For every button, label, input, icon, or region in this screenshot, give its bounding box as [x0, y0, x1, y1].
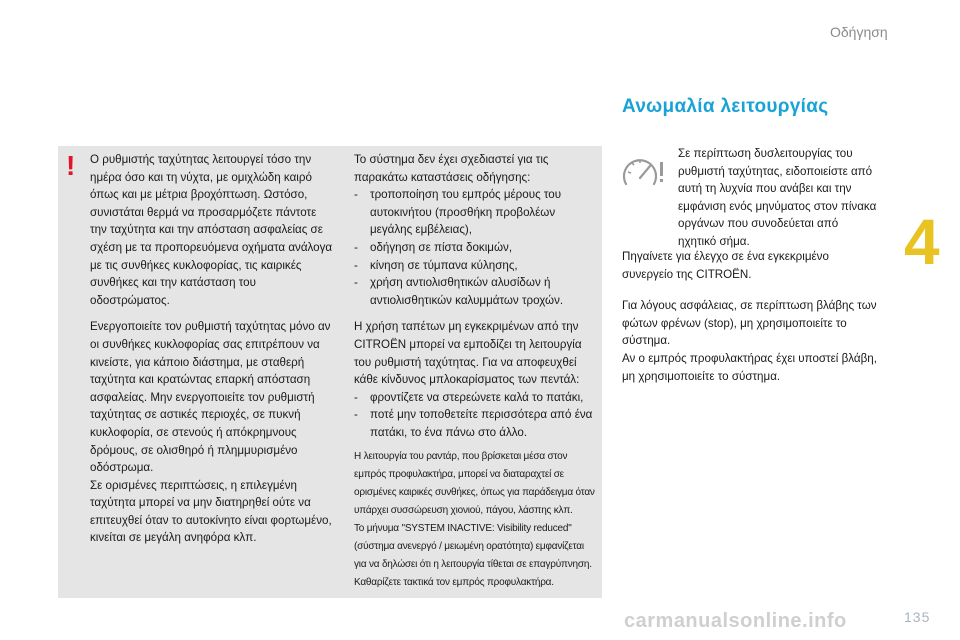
radar-note-text: Η λειτουργία του ραντάρ, που βρίσκεται μέσα στον εμπρός προφυλακτήρα, μπορεί να διαταραχτεί σε ορισμένες καιρικές συνθήκες, όπως για παράδειγμα όταν υπάρχει συσσώρευση χιονιού, πάγου, λάσπης κλπ.	[354, 450, 595, 516]
warning-column-1	[90, 151, 336, 556]
warning-paragraph: Η χρήση ταπέτων μη εγκεκριμένων από την CITROËN μπορεί να εμποδίζει τη λειτουργία του ρυθμιστή ταχύτητας. Για να αποφευχθεί κάθε κίνδυνος μπλοκαρίσματος των πεντάλ:	[354, 320, 582, 387]
watermark: carmanualsonline.info	[624, 610, 847, 632]
malfunction-paragraph: Αν ο εμπρός προφυλακτήρας έχει υποστεί βλάβη, μη χρησιμοποιείτε το σύστημα.	[622, 351, 877, 383]
section-title: Ανωμαλία λειτουργίας	[622, 96, 829, 117]
system-inactive-note: Το μήνυμα "SYSTEM INACTIVE: Visibility reduced" (σύστημα ανενεργό / μειωμένη ορατότητα) εμφανίζεται για να δηλώσει ότι η λειτουργία τίθεται σε επαγρύπνηση.	[354, 522, 592, 570]
cruise-control-fault-icon	[620, 154, 676, 190]
malfunction-details	[622, 248, 882, 394]
warning-paragraph: Ενεργοποιείτε τον ρυθμιστή ταχύτητας μόνο αν οι συνθήκες κυκλοφορίας σας επιτρέπουν να κινείστε, για κάποιο διάστημα, με σταθερή ταχύτητα και κρατώντας επαρκή απόσταση ασφαλείας. Μην ενεργοποιείτε τον ρυθμιστή ταχύτητας σε αστικές περιοχές, σε πυκνή κυκλοφορία, σε στενούς ή απόκρημνους δρόμους, σε ολισθηρό ή πλημμυρισμένο οδόστρωμα.	[90, 320, 331, 475]
list-item: - οδήγηση σε πίστα δοκιμών,	[354, 239, 598, 257]
running-header: Οδήγηση	[830, 24, 888, 40]
malfunction-intro: Σε περίπτωση δυσλειτουργίας του ρυθμιστή ταχύτητας, ειδοποιείστε από αυτή τη λυχνία που ανάβει και την εμφάνιση ενός μηνύματος στον πίνακα οργάνων που συνοδεύεται από ηχητικό σήμα.	[678, 147, 877, 248]
page-number: 135	[904, 609, 931, 625]
exclamation-icon: !	[66, 150, 76, 181]
radar-note	[354, 448, 598, 592]
malfunction-paragraph: Για λόγους ασφάλειας, σε περίπτωση βλάβης των φώτων φρένων (stop), μη χρησιμοποιείτε το σύστημα.	[622, 299, 877, 348]
list-item: - τροποποίηση του εμπρός μέρους του αυτοκινήτου (προσθήκη προβολέων μεγάλης εμβέλειας),	[354, 186, 598, 239]
warning-paragraph: Σε ορισμένες περιπτώσεις, η επιλεγμένη ταχύτητα μπορεί να μην διατηρηθεί ούτε να επιτευχθεί όταν το αυτοκίνητο είναι φορτωμένο, κινείται σε μεγάλη ανηφόρα κλπ.	[90, 478, 332, 545]
cleaning-note: Καθαρίζετε τακτικά τον εμπρός προφυλακτήρα.	[354, 576, 554, 588]
warning-intro: Το σύστημα δεν έχει σχεδιαστεί για τις παρακάτω καταστάσεις οδήγησης:	[354, 153, 549, 184]
warning-paragraph: Ο ρυθμιστής ταχύτητας λειτουργεί τόσο την ημέρα όσο και τη νύχτα, με ομιχλώδη καιρό όπως και με μέτρια βροχόπτωση. Ωστόσο, συνιστάται θερμά να προσαρμόζετε πάντοτε την ταχύτητα και την απόσταση ασφαλείας σε σχέση με τα προπορευόμενα οχήματα ανάλογα με τις συνθήκες κυκλοφορίας, τις καιρικές συνθήκες και την κατάσταση του οδοστρώματος.	[90, 153, 333, 307]
list-item: - κίνηση σε τύμπανα κύλησης,	[354, 257, 598, 275]
malfunction-paragraph: Πηγαίνετε για έλεγχο σε ένα εγκεκριμένο συνεργείο της CITROËN.	[622, 250, 829, 281]
list-item: - χρήση αντιολισθητικών αλυσίδων ή αντιολισθητικών καλυμμάτων τροχών.	[354, 274, 598, 309]
list-item: - ποτέ μην τοποθετείτε περισσότερα από ένα πατάκι, το ένα πάνω στο άλλο.	[354, 406, 598, 441]
warning-column-2	[354, 151, 598, 592]
chapter-number: 4	[904, 206, 940, 278]
list-item: - φροντίζετε να στερεώνετε καλά το πατάκι,	[354, 389, 598, 407]
